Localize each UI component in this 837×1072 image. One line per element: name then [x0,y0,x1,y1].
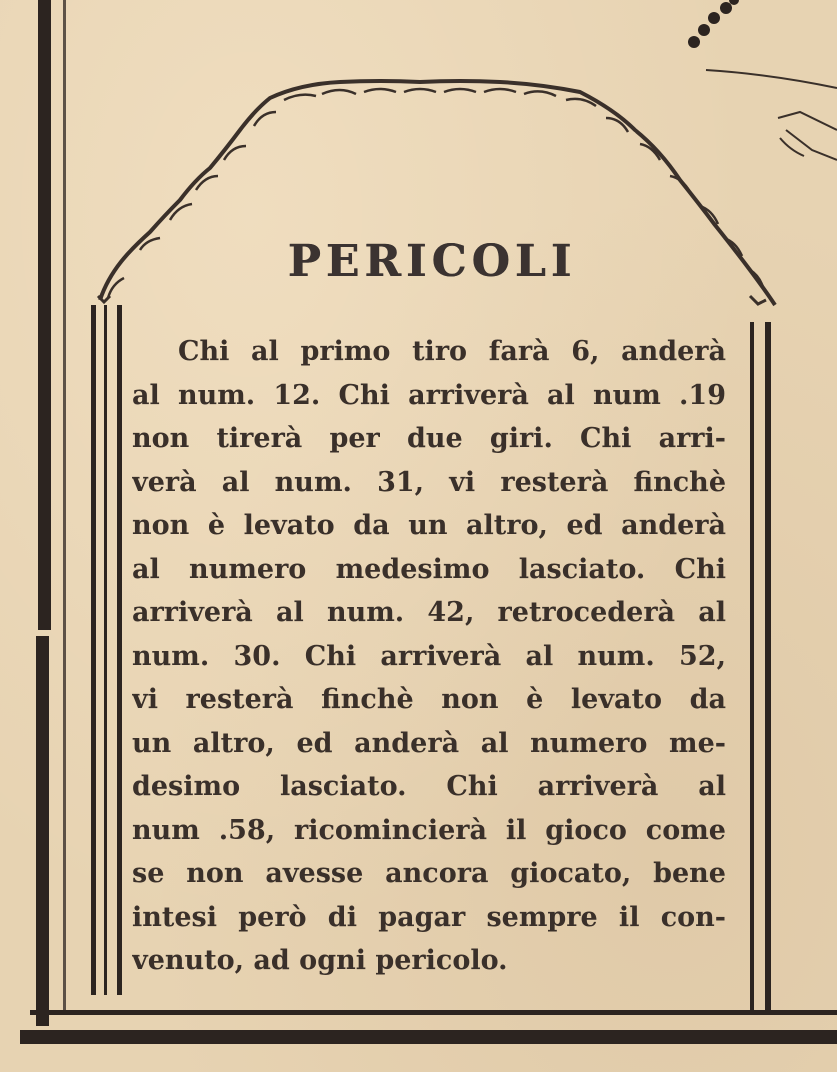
bottom-thin-rule [30,1010,837,1015]
text-line: verà al num. 31, vi resterà finchè [132,466,726,498]
rules-paragraph [132,330,726,983]
text-line: non è levato da un altro, ed anderà [132,510,726,541]
adjacent-artwork-fragment [688,0,837,160]
left-page-rule-lower [36,636,49,1026]
arch-end-ticks [98,296,766,304]
text-line: al num. 12. Chi arriverà al num .19 [132,379,726,411]
box-right-outer-line [765,322,771,1012]
page-title: PERICOLI [287,236,577,287]
text-line: Chi al primo tiro farà 6, anderà [178,336,726,367]
text-line: intesi però di pagar sempre il con- [132,901,726,933]
box-left-outer-line [91,305,96,995]
text-line: se non avesse ancora giocato, bene [132,858,726,889]
text-line: arriverà al num. 42, retrocederà al [132,597,726,628]
box-left-inner-line [104,305,107,995]
text-line: un altro, ed anderà al numero me- [132,727,726,759]
bottom-thick-rule [20,1030,837,1044]
text-line: vi resterà finchè non è levato da [132,684,726,715]
left-thin-rule [63,0,66,1010]
left-page-rule [38,0,51,630]
box-right-inner-line [750,322,754,1012]
box-left-line-3 [117,305,122,995]
text-line: desimo lasciato. Chi arriverà al [132,771,726,802]
text-line: venuto, ad ogni pericolo. [132,945,508,976]
text-line: al numero medesimo lasciato. Chi [132,553,726,585]
text-line: num. 30. Chi arriverà al num. 52, [132,640,726,672]
text-line: non tirerà per due giri. Chi arri- [132,423,726,454]
text-line: num .58, ricomincierà il gioco come [132,814,726,846]
